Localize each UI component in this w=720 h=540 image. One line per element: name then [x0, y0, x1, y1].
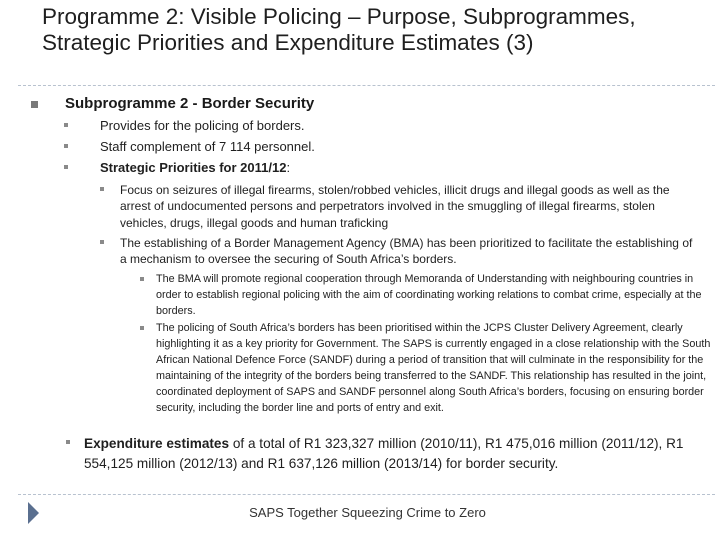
expenditure-label: Expenditure estimates — [84, 436, 230, 451]
list-item-text: The policing of South Africa’s borders has been prioritised within the JCPS Cluster Delivery Agreement, clearly highlighting it as a key priority for Government. The SAPS is currently engaged in a close relationship with the South African National Defence Force (SANDF) during a period of transition that will culminate in the responsibility for the maintaining of the integrity of the borders being transferred to the SANDF. This relationship has resulted in the joint, coordinated deployment of SAPS and SANDF personnel along South Africa’s borders, focusing on ensuring border security, including the border line and ports of entry and exit. — [156, 322, 711, 414]
bullet — [100, 240, 104, 244]
bullet — [64, 144, 68, 148]
list-item — [66, 434, 706, 473]
list-item-text — [84, 434, 706, 473]
level1-bullet — [31, 101, 38, 108]
bullet — [140, 326, 144, 330]
list-item-text: The BMA will promote regional cooperation through Memoranda of Understanding with neighbouring countries in order to establish regional policing with the aim of coordinating working relations to combat crime, especially at the borders. — [156, 273, 702, 317]
bullet — [64, 123, 68, 127]
strategic-priorities-label: Strategic Priorities for 2011/12 — [100, 160, 287, 175]
list-item-text: Focus on seizures of illegal firearms, stolen/robbed vehicles, illicit drugs and illegal goods as well as the arrest of undocumented persons and perpetrators involved in the smuggling of illegal firearms, stolen vehicles, drugs, illegal goods and human traficking — [120, 183, 670, 230]
expenditure-text: of a total of R1 323,327 million (2010/11), R1 475,016 million (2011/12), R1 554,125 million (2012/13) and R1 637,126 million (2013/14) for border security. — [84, 436, 684, 471]
subprogramme-heading: Subprogramme 2 - Border Security — [65, 95, 315, 112]
bullet — [66, 440, 70, 444]
slide-title: Programme 2: Visible Policing – Purpose, Subprogrammes, Strategic Priorities and Expenditure Estimates (3) — [42, 4, 636, 55]
list-item — [100, 182, 700, 231]
list-item-text: Staff complement of 7 114 personnel. — [100, 139, 315, 154]
title-divider — [18, 85, 715, 86]
footer-text: SAPS Together Squeezing Crime to Zero — [249, 505, 486, 520]
footer-divider — [18, 494, 715, 495]
list-item — [140, 321, 713, 416]
list-item-text: Provides for the policing of borders. — [100, 118, 305, 133]
bullet — [64, 165, 68, 169]
list-item — [140, 272, 713, 320]
list-item-text: The establishing of a Border Management Agency (BMA) has been prioritized to facilitate the establishing of a mechanism to oversee the securing of South Africa’s borders. — [120, 236, 693, 267]
bullet — [100, 187, 104, 191]
list-item — [100, 235, 700, 268]
list-item-text — [100, 160, 290, 175]
colon: : — [286, 160, 291, 175]
bullet — [140, 277, 144, 281]
